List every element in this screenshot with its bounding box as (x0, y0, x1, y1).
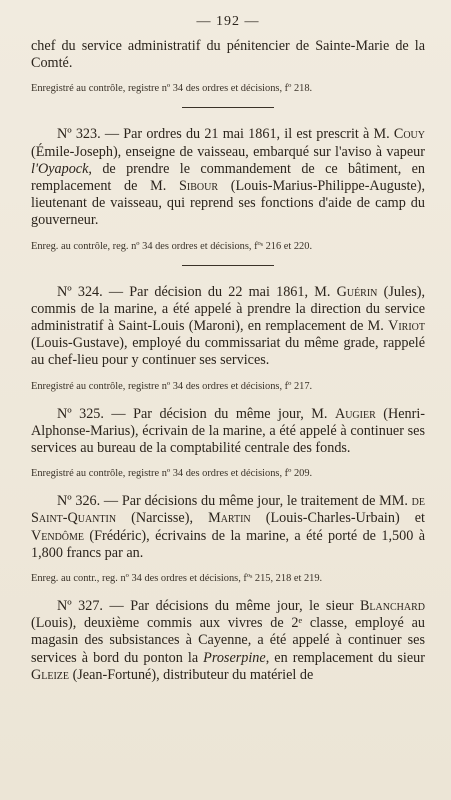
person-name: Augier (334, 405, 376, 422)
section-divider (182, 265, 274, 266)
entry-326-registration: Enreg. au contr., reg. nº 34 des ordres et décisions, fºˢ 215, 218 et 219. (31, 573, 323, 585)
continuation-registration: Enregistré au contrôle, registre nº 34 des ordres et décisions, fº 218. (31, 83, 313, 95)
entry-number: Nº 326. (57, 493, 101, 510)
entry-325-text: Nº 325. — Par décision du même jour, M. Augier (Henri-Alphonse-Marius), écrivain de la marine, a été appelé à continuer ses services au bureau de la comptabilité centrale des fonds. (31, 405, 425, 457)
entry-number: Nº 323. (57, 126, 101, 143)
entry-326 (31, 493, 425, 585)
person-name: Martin (208, 510, 251, 527)
entry-323-text: Nº 323. — Par ordres du 21 mai 1861, il est prescrit à M. Couy (Émile-Joseph), enseigne de vaisseau, embarqué sur l'aviso à vapeur l'Oyapock, de prendre le commandement de ce bâtiment, en remplacement de M. Sibour (Louis-Marius-Philippe-Auguste), lieutenant de vaisseau, qui reprend ses fonctions d'aide de camp du gouverneur. (31, 126, 425, 229)
entry-323-registration: Enreg. au contrôle, reg. nº 34 des ordres et décisions, fºˢ 216 et 220. (31, 240, 313, 252)
entry-327 (31, 598, 425, 684)
person-name: Guérin (336, 283, 378, 300)
entry-326-text: Nº 326. — Par décisions du même jour, le traitement de MM. de Saint-Quantin (Narcisse), Martin (Louis-Charles-Urbain) et Vendôme (Frédéric), écrivains de la marine, a été porté de 1,500 à 1,800 francs par an. (31, 493, 425, 561)
person-name: Gleize (31, 666, 70, 683)
entry-327-text: Nº 327. — Par décisions du même jour, le sieur Blanchard (Louis), deuxième commis aux vivres de 2ᵉ classe, employé au magasin des subsistances à Cayenne, a été appelé à continuer ses services à bord du ponton la Proserpine, en remplacement du sieur Gleize (Jean-Fortuné), distributeur du matériel de (31, 598, 425, 683)
continuation-paragraph: chef du service administratif du pénitencier de Sainte-Marie de la Comté. (31, 38, 425, 72)
page-number: — 192 — (196, 14, 260, 29)
person-name: Blanchard (359, 598, 425, 615)
ship-name: Proserpine (203, 649, 266, 666)
entry-325 (31, 406, 425, 481)
entry-324 (31, 284, 425, 393)
entry-324-registration: Enregistré au contrôle, registre nº 34 des ordres et décisions, fº 217. (31, 380, 313, 392)
entry-325-registration: Enregistré au contrôle, registre nº 34 des ordres et décisions, fº 209. (31, 468, 313, 480)
entry-number: Nº 327. (57, 598, 103, 615)
ship-name: l'Oyapock (31, 160, 89, 177)
person-name: Vendôme (31, 527, 85, 544)
entry-323 (31, 126, 425, 252)
person-name: Sibour (179, 178, 219, 195)
entry-324-text: Nº 324. — Par décision du 22 mai 1861, M. Guérin (Jules), commis de la marine, a été appelé à prendre la direction du service administratif à Saint-Louis (Maroni), en remplacement de M. Viriot (Louis-Gustave), employé du commissariat du même grade, rappelé au chef-lieu pour y continuer ses services. (31, 283, 425, 369)
person-name: Viriot (388, 318, 425, 335)
person-name: de Saint-Quantin (31, 493, 425, 527)
entry-number: Nº 324. (57, 283, 103, 300)
section-divider (182, 107, 274, 108)
person-name: Couy (393, 126, 425, 143)
entry-number: Nº 325. (57, 405, 104, 422)
